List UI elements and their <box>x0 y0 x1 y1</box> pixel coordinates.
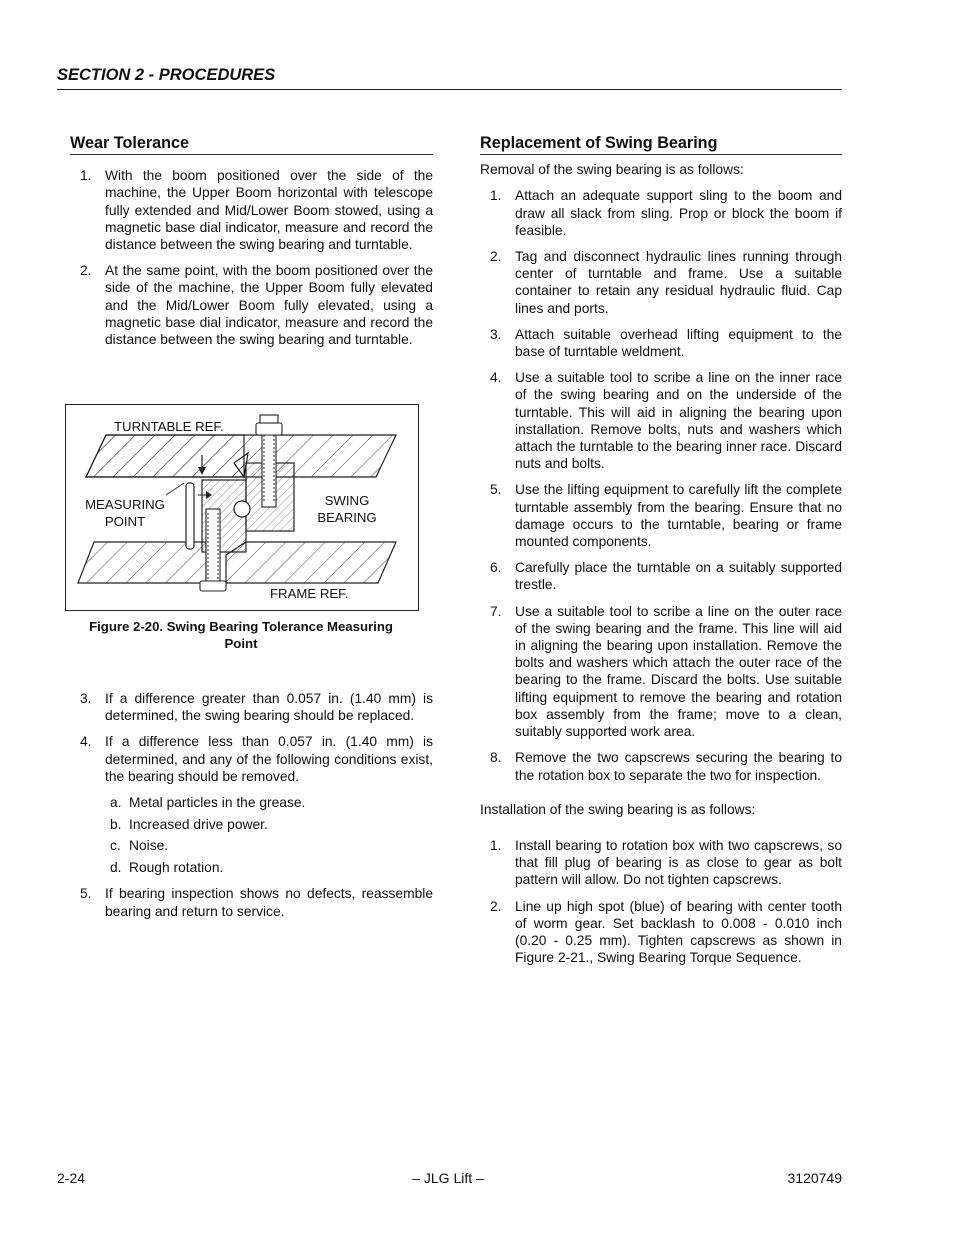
bearing-ball <box>234 501 250 517</box>
label-frame-ref: FRAME REF. <box>270 586 349 601</box>
dial-indicator <box>186 483 194 549</box>
list-item <box>480 898 842 967</box>
list-item-text: Use the lifting equipment to carefully lift the complete turntable assembly from the bearing. Ensure that no damage occurs to the turntable, bearing or frame mounted components. <box>515 482 842 550</box>
swing-bearing-figure <box>65 404 419 611</box>
replacement-heading: Replacement of Swing Bearing <box>480 135 842 155</box>
label-measuring-point-line2: POINT <box>104 514 146 529</box>
wear-tolerance-continued <box>70 690 433 929</box>
installation-steps <box>480 837 842 966</box>
list-item <box>70 885 433 919</box>
list-item <box>480 481 842 550</box>
list-item-number: 2. <box>490 898 502 914</box>
list-item-text: If a difference greater than 0.057 in. (1.40 mm) is determined, the swing bearing should be replaced. <box>105 691 433 724</box>
label-measuring-point-line1: MEASURING <box>85 497 165 512</box>
list-item <box>480 248 842 317</box>
label-turntable-ref: TURNTABLE REF. <box>114 419 224 434</box>
list-item-text: At the same point, with the boom positioned over the side of the machine, the Upper Boom fully elevated and the Mid/Lower Boom fully elevated, using a magnetic base dial indicator, measure and record the distance between the swing bearing and turntable. <box>105 263 433 348</box>
wear-tolerance-column <box>70 135 433 357</box>
list-item-number: 1. <box>80 168 92 184</box>
list-item-number: 2. <box>80 263 92 279</box>
wear-tolerance-steps-b <box>70 690 433 785</box>
list-item-text: Use a suitable tool to scribe a line on the inner race of the swing bearing and on the underside of the turntable. This will aid in aligning the bearing upon installation. Remove bolts, nuts and washers which attach the turntable to the bearing inner race. Discard nuts and bolts. <box>515 370 842 472</box>
list-item-number: b. <box>110 816 122 832</box>
list-item-text: Line up high spot (blue) of bearing with center tooth of worm gear. Set backlash to 0.008 - 0.010 inch (0.20 - 0.25 mm). Tighten capscrews as shown in Figure 2-21., Swing Bearing Torque Sequence. <box>515 898 842 966</box>
label-swing-bearing-line1: SWING <box>324 493 370 508</box>
list-item <box>70 167 433 253</box>
list-item-number: 3. <box>80 691 92 706</box>
list-item-number: a. <box>110 795 122 811</box>
list-item-text: Attach suitable overhead lifting equipment to the base of turntable weldment. <box>515 326 842 360</box>
footer-doc-number: 3120749 <box>787 1170 842 1186</box>
list-item <box>480 603 842 741</box>
list-item-number: d. <box>110 860 122 876</box>
footer-center-text: – JLG Lift – <box>412 1170 484 1186</box>
list-item-text: If a difference less than 0.057 in. (1.40 mm) is determined, and any of the following conditions exist, the bearing should be removed. <box>105 734 433 784</box>
list-item-text: If bearing inspection shows no defects, reassemble bearing and return to service. <box>105 886 433 919</box>
wear-tolerance-steps-a <box>70 167 433 348</box>
list-item <box>480 326 842 360</box>
list-item-text: Remove the two capscrews securing the bearing to the rotation box to separate the two for inspection. <box>515 750 842 783</box>
list-item-text: Use a suitable tool to scribe a line on the outer race of the swing bearing and the frame. This line will aid in aligning the bearing upon installation. Remove the bolts and washers which attach the outer race of the bearing to the frame. Discard the bolts. Use suitable lifting equipment to remove the bearing and rotation box assembly from the frame; move to a clean, suitably supported work area. <box>515 603 842 740</box>
header-rule <box>57 89 842 90</box>
list-item <box>70 859 433 876</box>
installation-intro: Installation of the swing bearing is as follows: <box>480 801 756 817</box>
list-item-text: Attach an adequate support sling to the boom and draw all slack from sling. Prop or block the boom if feasible. <box>515 188 842 238</box>
replacement-column <box>480 135 842 975</box>
list-item <box>70 837 433 854</box>
list-item-number: 8. <box>490 750 502 766</box>
list-item <box>480 749 842 783</box>
list-item-number: 1. <box>490 837 502 853</box>
figure-caption-line1: Figure 2-20. Swing Bearing Tolerance Measuring <box>89 619 393 634</box>
list-item <box>70 816 433 833</box>
removal-steps <box>480 187 842 783</box>
wear-conditions-list <box>70 794 433 876</box>
figure-caption <box>66 618 416 652</box>
list-item-text: Metal particles in the grease. <box>129 795 306 811</box>
figure-caption-line2: Point <box>224 636 258 651</box>
list-item <box>480 559 842 593</box>
footer-page-number: 2-24 <box>57 1170 86 1186</box>
list-item-number: 6. <box>490 560 502 576</box>
list-item <box>480 187 842 239</box>
list-item-number: 5. <box>80 886 92 902</box>
list-item <box>70 733 433 785</box>
list-item-number: 2. <box>490 249 502 265</box>
list-item-text: Noise. <box>129 838 169 854</box>
list-item-text: Rough rotation. <box>129 860 224 876</box>
list-item-number: c. <box>110 838 121 854</box>
list-item <box>70 794 433 811</box>
list-item-number: 4. <box>80 734 92 750</box>
list-item-number: 1. <box>490 188 502 204</box>
label-swing-bearing-line2: BEARING <box>317 510 377 525</box>
list-item <box>480 837 842 889</box>
list-item <box>70 690 433 724</box>
list-item <box>480 369 842 472</box>
wear-tolerance-steps-c <box>70 885 433 919</box>
list-item-text: Increased drive power. <box>129 816 268 832</box>
list-item-number: 7. <box>490 603 502 619</box>
wear-tolerance-heading: Wear Tolerance <box>70 135 433 155</box>
list-item-number: 3. <box>490 326 502 342</box>
removal-intro: Removal of the swing bearing is as follows: <box>480 162 744 178</box>
list-item-text: With the boom positioned over the side of the machine, the Upper Boom horizontal with telescope fully extended and Mid/Lower Boom stowed, using a magnetic base dial indicator, measure and record the distance between the swing bearing and turntable. <box>105 168 433 253</box>
list-item-text: Tag and disconnect hydraulic lines running through center of turntable and frame. Use a suitable container to retain any residual hydraulic fluid. Cap lines and ports. <box>515 249 842 316</box>
list-item <box>70 262 433 348</box>
list-item-number: 4. <box>490 370 502 386</box>
list-item-number: 5. <box>490 482 502 498</box>
list-item-text: Install bearing to rotation box with two capscrews, so that fill plug of bearing is as close to gear as bolt pattern will allow. Do not tighten capscrews. <box>515 837 842 888</box>
list-item-text: Carefully place the turntable on a suitably supported trestle. <box>515 560 842 593</box>
section-title: SECTION 2 - PROCEDURES <box>57 66 276 84</box>
